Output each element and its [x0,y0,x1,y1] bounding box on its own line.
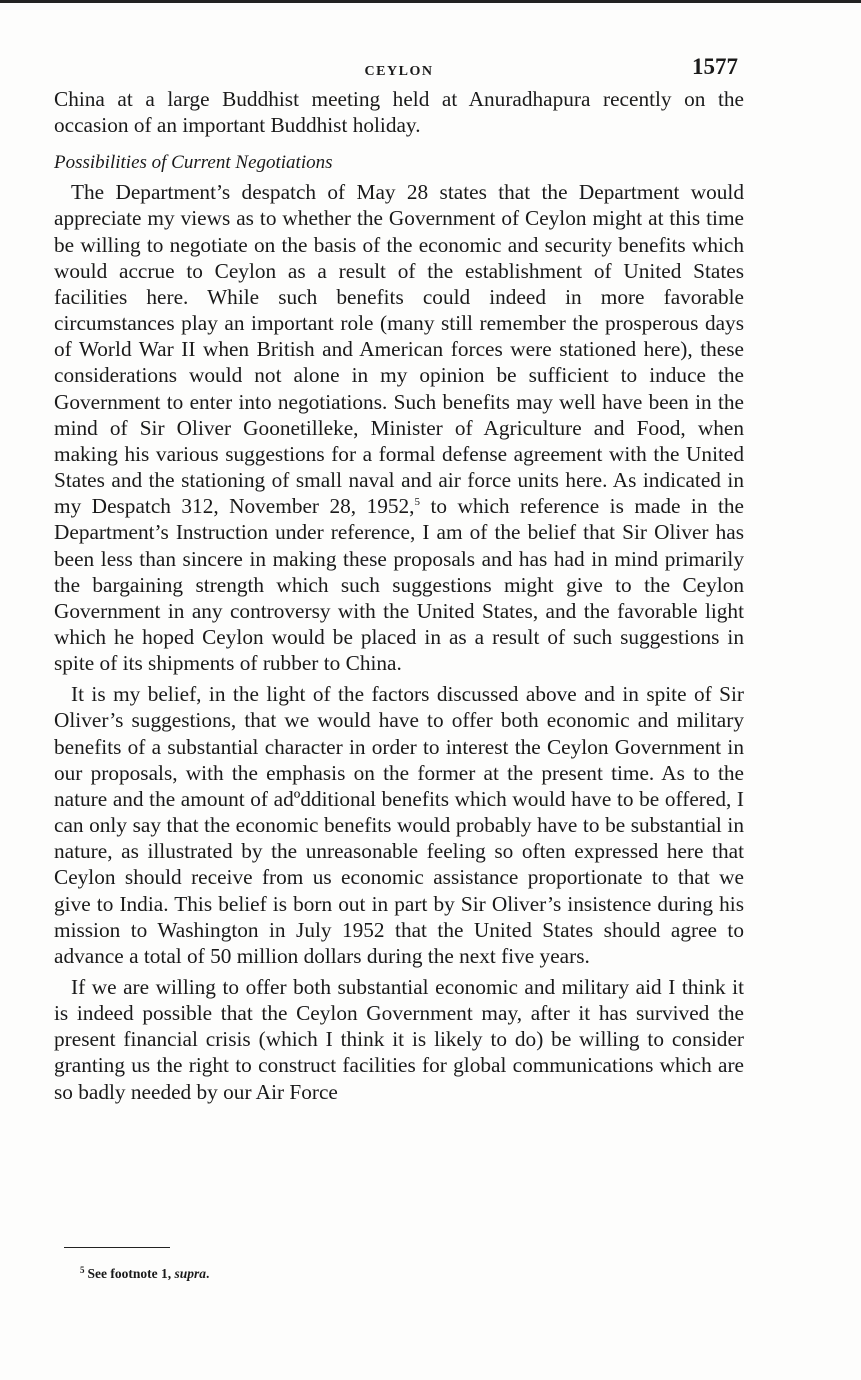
footnote [80,1265,209,1282]
footnote-end: . [206,1266,210,1281]
footnote-reference: 5 [414,496,420,509]
footnote-text: See footnote 1, [87,1266,175,1281]
running-header [54,54,744,86]
document-page [54,54,744,1105]
section-heading: Possibilities of Current Negotiations [54,152,333,174]
page-number: 1577 [692,54,738,79]
paragraph-1 [54,179,744,676]
footnote-italic: supra [174,1266,206,1281]
paragraph-3: If we are willing to offer both substantial economic and military aid I think it is indeed possible that the Ceylon Government may, after it has survived the present financial crisis (which I think it is likely to do) be willing to consider granting us the right to construct facilities for global communications which are so badly needed by our Air Force [54,975,744,1104]
footnote-mark: 5 [80,1265,85,1275]
paragraph-1-text-b: to which reference is made in the Department’s Instruction under reference, I am of the belief that Sir Oliver has been less than sincere in making these proposals and has had in mind primarily the bargaining strength which such suggestions might give to the Ceylon Government in any controversy with the United States, and the favorable light which he hoped Ceylon would be placed in as a result of such suggestions in spite of its shipments of rubber to China. [54,494,744,676]
paragraph-1-text-a: The Department’s despatch of May 28 states that the Department would appreciate my views as to whether the Government of Ceylon might at this time be willing to negotiate on the basis of the economic and security benefits which would accrue to Ceylon as a result of the establishment of United States facilities here. While such benefits could indeed in more favorable circumstances play an important role (many still remember the prosperous days of World War II when British and American forces were stationed here), these considerations would not alone in my opinion be sufficient to induce the Government to enter into negotiations. Such benefits may well have been in the mind of Sir Oliver Goonetilleke, Minister of Agriculture and Food, when making his various suggestions for a formal defense agreement with the United States and the stationing of small naval and air force units here. As indicated in my Despatch 312, November 28, 1952, [54,180,744,519]
paragraph-continued: China at a large Buddhist meeting held at Anuradhapura recently on the occasion of an important Buddhist holiday. [54,87,744,138]
body-text [54,86,744,1105]
paragraph-2: It is my belief, in the light of the factors discussed above and in spite of Sir Oliver’s suggestions, that we would have to offer both economic and military benefits of a substantial character in order to interest the Ceylon Government in our proposals, with the emphasis on the former at the present time. As to the nature and the amount of adºdditional benefits which would have to be offered, I can only say that the economic benefits would probably have to be substantial in nature, as illustrated by the unreasonable feeling so often expressed here that Ceylon should receive from us economic assistance proportionate to that we give to India. This belief is born out in part by Sir Oliver’s insistence during his mission to Washington in July 1952 that the United States should agree to advance a total of 50 million dollars during the next five years. [54,682,744,968]
footnote-divider [64,1247,170,1248]
page-top-edge [0,0,861,3]
running-title: CEYLON [364,64,434,79]
